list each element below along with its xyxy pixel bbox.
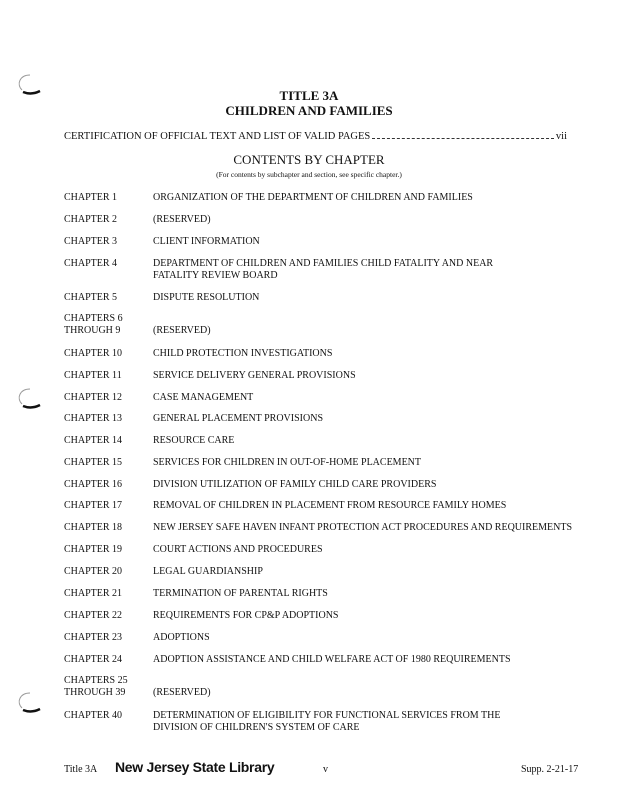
chapter-title: SERVICE DELIVERY GENERAL PROVISIONS	[153, 370, 356, 381]
page-title	[0, 88, 618, 118]
chapter-title: ORGANIZATION OF THE DEPARTMENT OF CHILDREN AND FAMILIES	[153, 192, 473, 203]
chapter-number: CHAPTER 11	[64, 370, 122, 381]
chapter-title: (RESERVED)	[153, 687, 211, 698]
chapter-title: DETERMINATION OF ELIGIBILITY FOR FUNCTIONAL SERVICES FROM THE DIVISION OF CHILDREN'S SYSTEM OF CARE	[153, 710, 501, 733]
page-footer	[0, 760, 618, 780]
chapter-title: DISPUTE RESOLUTION	[153, 292, 260, 303]
chapter-number: CHAPTER 20	[64, 566, 123, 577]
chapter-title: TERMINATION OF PARENTAL RIGHTS	[153, 588, 328, 599]
chapter-number: CHAPTER 40	[64, 710, 123, 721]
contents-heading: CONTENTS BY CHAPTER	[233, 152, 385, 167]
chapter-number: CHAPTER 3	[64, 236, 118, 247]
certification-line	[64, 130, 567, 142]
chapter-number: CHAPTER 16	[64, 479, 123, 490]
supplement-date: Supp. 2-21-17	[521, 764, 579, 775]
chapter-title: (RESERVED)	[153, 214, 211, 225]
chapter-title: DEPARTMENT OF CHILDREN AND FAMILIES CHILD FATALITY AND NEAR FATALITY REVIEW BOARD	[153, 258, 494, 281]
footer-title: Title 3A	[64, 764, 98, 775]
chapter-title: REMOVAL OF CHILDREN IN PLACEMENT FROM RESOURCE FAMILY HOMES	[153, 500, 507, 511]
dot-leader	[372, 130, 554, 139]
title-number: TITLE 3A	[279, 88, 339, 103]
chapter-number: CHAPTER 10	[64, 348, 123, 359]
certification-page: vii	[555, 131, 567, 142]
chapter-number: CHAPTER 2	[64, 214, 118, 225]
chapter-title: NEW JERSEY SAFE HAVEN INFANT PROTECTION ACT PROCEDURES AND REQUIREMENTS	[153, 522, 573, 533]
title-name: CHILDREN AND FAMILIES	[225, 103, 393, 118]
chapter-number: CHAPTERS 25 THROUGH 39	[64, 675, 128, 698]
certification-label: CERTIFICATION OF OFFICIAL TEXT AND LIST OF VALID PAGES	[64, 131, 371, 142]
contents-note: (For contents by subchapter and section, see specific chapter.)	[216, 170, 402, 179]
page-number: v	[323, 764, 328, 775]
chapter-title: CHILD PROTECTION INVESTIGATIONS	[153, 348, 333, 359]
chapter-title: DIVISION UTILIZATION OF FAMILY CHILD CARE PROVIDERS	[153, 479, 437, 490]
chapter-title: ADOPTION ASSISTANCE AND CHILD WELFARE ACT OF 1980 REQUIREMENTS	[153, 654, 511, 665]
chapter-title: CASE MANAGEMENT	[153, 392, 254, 403]
chapter-number: CHAPTER 14	[64, 435, 123, 446]
chapter-title: SERVICES FOR CHILDREN IN OUT-OF-HOME PLACEMENT	[153, 457, 422, 468]
chapter-number: CHAPTER 17	[64, 500, 123, 511]
chapter-number: CHAPTER 13	[64, 413, 123, 424]
chapter-number: CHAPTER 22	[64, 610, 123, 621]
binder-hole-mark	[14, 690, 42, 714]
chapter-title: GENERAL PLACEMENT PROVISIONS	[153, 413, 324, 424]
chapter-title: CLIENT INFORMATION	[153, 236, 260, 247]
chapter-number: CHAPTER 1	[64, 192, 118, 203]
chapter-title: (RESERVED)	[153, 325, 211, 336]
chapter-title: LEGAL GUARDIANSHIP	[153, 566, 263, 577]
library-stamp: New Jersey State Library	[115, 759, 275, 775]
chapter-number: CHAPTER 19	[64, 544, 123, 555]
chapter-title: COURT ACTIONS AND PROCEDURES	[153, 544, 323, 555]
chapter-title: ADOPTIONS	[153, 632, 210, 643]
chapter-number: CHAPTER 4	[64, 258, 118, 269]
chapter-number: CHAPTER 21	[64, 588, 123, 599]
binder-hole-mark	[14, 386, 42, 410]
chapter-number: CHAPTERS 6 THROUGH 9	[64, 313, 123, 336]
chapter-number: CHAPTER 12	[64, 392, 123, 403]
chapter-number: CHAPTER 23	[64, 632, 123, 643]
chapter-title: RESOURCE CARE	[153, 435, 235, 446]
chapter-number: CHAPTER 5	[64, 292, 118, 303]
chapter-number: CHAPTER 18	[64, 522, 123, 533]
chapter-title: REQUIREMENTS FOR CP&P ADOPTIONS	[153, 610, 339, 621]
chapter-number: CHAPTER 24	[64, 654, 123, 665]
chapter-number: CHAPTER 15	[64, 457, 123, 468]
